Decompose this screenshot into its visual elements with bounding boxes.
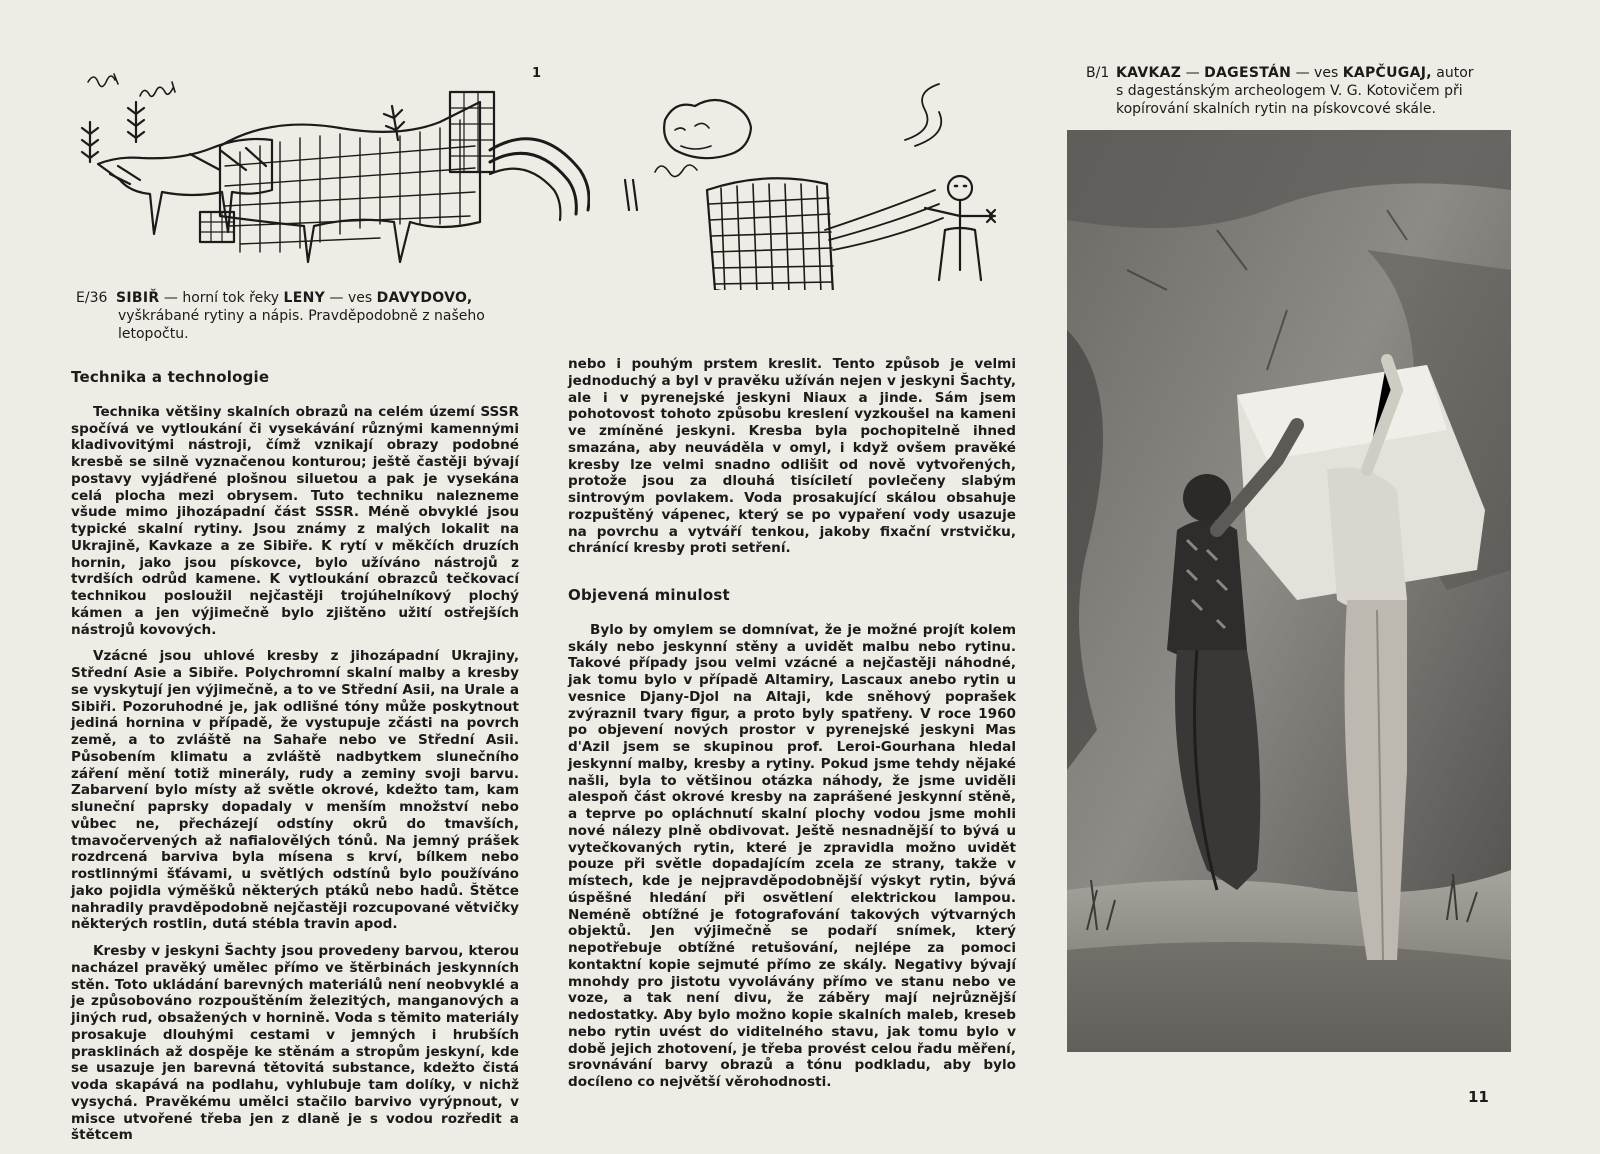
text-column-middle (568, 356, 1016, 1101)
caption-code: E/36 (76, 290, 108, 306)
page-number: 11 (1468, 1088, 1489, 1106)
caption-separator: — ves (325, 290, 377, 306)
caption-separator: — ves (1291, 65, 1343, 81)
section-heading: Technika a technologie (71, 368, 270, 386)
text-column-left (71, 369, 519, 1154)
caption-text: autor (1431, 65, 1474, 81)
caption-description: vyškrábané rytiny a nápis. Pravděpodobně z našeho letopočtu. (118, 308, 485, 342)
paragraph: Bylo by omylem se domnívat, že je možné projít kolem skály nebo jeskynní stěny a uvidět malbu nebo rytinu. Takové případy jsou velmi vzácné a nejčastěji náhodné, jak tomu bylo v případě Altamiry, Lascaux anebo rytin u vesnice Djany-Djol na Altaji, kde sněhový poprašek zvýraznil tvary figur, a proto byly spatřeny. V roce 1960 po objevení nových prostor v pyrenejské jeskyni Mas d'Azil jsem se skupinou prof. Leroi-Gourhana hledal jeskynní malby, kresby a rytiny. Pokud jsme tehdy nějaké našli, byla to většinou otázka náhody, že jsme uviděli alespoň část okrové kresby na zaprášené jeskynní stěně, a teprve po opláchnutí skalní plochy vodou jsme mohli nové nálezy plně obdivovat. Ještě nesnadnější to bývá u vytečkovaných rytin, které je zpravidla možno uvidět pouze při světle dopadajícím zcela ze strany, takže v místech, kde je nejpravděpodobnější výskyt rytin, bývá úspěšné hledání při osvětlení elektrickou lampou. Neméně obtížné je fotografování takových výtvarných objektů. Jen výjimečně se podaří snímek, který nepotřebuje obtížné retušování, nejlépe za pomoci kontaktní kopie sejmuté přímo ze skály. Negativy bývají mnohdy pro jistotu vyvolávány přímo ve stanu nebo ve voze, a tak není divu, že záběry mají nejrůznější nedostatky. Aby bylo možno kopie skalních maleb, kreseb nebo rytin uvést do viditelného stavu, jak tomu bylo v době jejich zhotovení, je třeba provést celou řadu měření, srovnávání barvy obrazů a tónu podkladu, aby bylo docíleno co největší věrohodnosti. (568, 621, 1016, 1090)
caption-b1 (1086, 64, 1516, 118)
caption-place: LENY (283, 290, 326, 306)
caption-code: B/1 (1086, 65, 1110, 81)
photograph-rock-copying (1067, 130, 1511, 1052)
rock-engraving-drawing-reindeer (70, 62, 590, 267)
caption-place: SIBIŘ (116, 290, 160, 306)
caption-e36 (76, 289, 531, 343)
paragraph: nebo i pouhým prstem kreslit. Tento způsob je velmi jednoduchý a byl v pravěku užíván nejen v jeskyni Šachty, ale i v pyrenejské jeskyni Niaux a jinde. Sám jsem pohotovost tohoto způsobu kreslení vyzkoušel na kameni ve zmíněné jeskyni. Kresba byla pochopitelně ihned smazána, aby neuváděla v omyl, i když ovšem pravěké kresby lze velmi snadno odlišit od nově vytvořených, protože jsou za dlouhá tisíciletí povlečeny slabým sintrovým povlakem. Voda prosakující skálou obsahuje rozpuštěný vápenec, který se po vypaření vody usazuje na povrchu a vytváří tenkou, jakoby fixační vrstvičku, chránící kresby proti setření. (568, 356, 1016, 557)
caption-separator: — horní tok řeky (159, 290, 284, 306)
paragraph: Vzácné jsou uhlové kresby z jihozápadní Ukrajiny, Střední Asie a Sibiře. Polychromní skalní malby a kresby se vyskytují jen výjimečně, a to ve Střední Asii, na Urale a Sibiři. Pozoruhodné je, jak odlišné tóny může poskytnout jediná hornina v případě, že vystupuje zčásti na povrch země, a to zvláště na Sahaře nebo ve Střední Asii. Působením klimatu a zvláště nadbytkem slunečního záření mění totiž minerály, rudy a zeminy svoji barvu. Zabarvení bylo místy až světle okrové, kdežto tam, kam sluneční paprsky dopadaly v menším množství nebo vůbec ne, přecházejí odstíny okrů do tmavších, tmavočervených až nafialovělých tónů. Na jemný prášek rozdrcená barviva byla mísena s krví, bílkem nebo rostlinnými šťávami, u světlých odstínů bylo používáno jako pojidla výměšků některých ptáků nebo hadů. Štětce nahradily pravděpodobně nejčastěji rozcupované větvičky některých rostlin, dutá stébla travin apod. (71, 648, 519, 933)
rock-engraving-drawing-stick-figure (615, 80, 1025, 290)
section-heading: Objevená minulost (568, 586, 730, 604)
paragraph: Kresby v jeskyni Šachty jsou provedeny barvou, kterou nacházel pravěký umělec přímo ve štěrbinách jeskynních stěn. Toto ukládání barevných materiálů není neobvyklé a je způsobováno rozpouštěním železitých, manganových a jiných rud, obsažených v hornině. Voda s těmito materiály prosakuje dlouhými cestami v jemných i hrubších prasklinách až dospěje ke stěnám a stropům jeskyní, kde se usazuje jen barevná tětovitá substance, kdežto čistá voda skapává na podlahu, vyhlubuje tam dolíky, v nichž vysychá. Pravěkému umělci stačilo barvivo vyrýpnout, v misce utvořené třeba jen z dlaně je s vodou rozředit a štětcem (71, 943, 519, 1144)
caption-place: KAPČUGAJ, (1342, 65, 1432, 81)
caption-description: s dagestánským archeologem V. G. Kotovičem při kopírování skalních rytin na pískovcové skále. (1116, 83, 1463, 117)
caption-separator: — (1181, 65, 1205, 81)
caption-place: DAVYDOVO, (376, 290, 473, 306)
figure-number: 1 (532, 66, 542, 81)
caption-place: DAGESTÁN (1204, 65, 1292, 81)
caption-place: KAVKAZ (1116, 65, 1182, 81)
paragraph: Technika většiny skalních obrazů na celém území SSSR spočívá ve vytloukání či vysekávání různými kamennými kladivovitými nástroji, čímž vznikají obrazy podobné kresbě se silně vyznačenou konturou; ještě častěji bývají postavy vyjádřené plošnou siluetou a pak je vysekána celá plocha mezi obrysem. Tuto techniku nalezneme všude mimo jihozápadní část SSSR. Méně obvyklé jsou typické skalní rytiny. Jsou známy z malých lokalit na Ukrajině, Kavkaze a ze Sibiře. K rytí v měkčích druzích hornin, jako jsou pískovce, bylo užíváno nástrojů z tvrdších odrůd kamene. K vytloukání obrazců tečkovací technikou posloužil nejčastěji trojúhelníkový plochý kámen a jen výjimečně bylo zjištěno užití ostřejších nástrojů kovových. (71, 403, 519, 638)
